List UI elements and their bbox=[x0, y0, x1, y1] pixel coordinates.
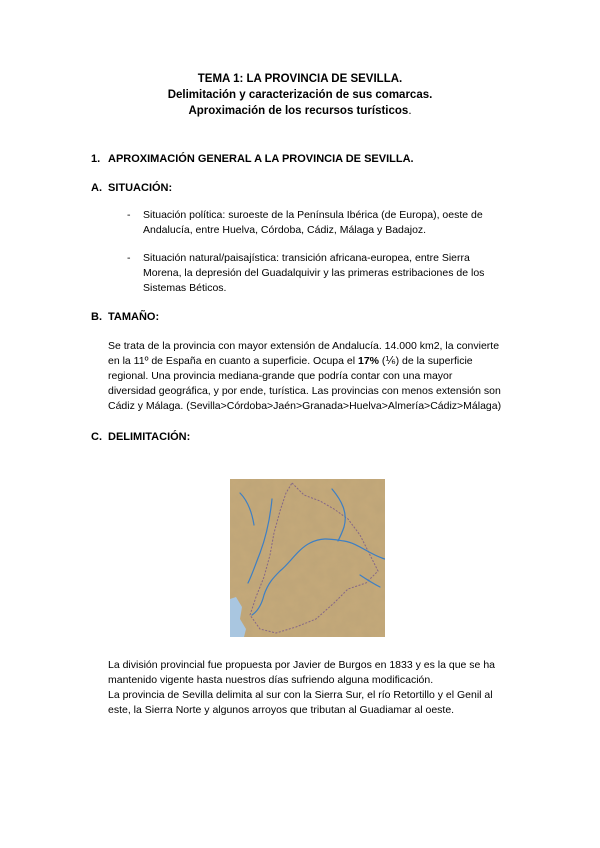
document-page: TEMA 1: LA PROVINCIA DE SEVILLA. Delimitación y caracterización de sus comarcas. Aproximación de los recursos turísticos. 1. APROXIMACIÓN GENERAL A LA PROVINCIA DE SEVILLA. A. SITUACIÓN: - Situación política: suroeste de la Península Ibérica (de Europa), oeste de Andalucía, entre Huelva, Córdoba, Cádiz, Málaga y Badajoz. - Situación natural/paisajística: transición africana-europea, entre Sierra Morena, la depresión del Guadalquivir y las primeras estribaciones de los Sistemas Béticos. B. TAMAÑO: Se trata de la provincia con mayor extensión de Andalucía. 14.000 km2, la convierte en la 11º de España en cuanto a superficie. Ocupa el 17% (⅙) de la superficie regional. Una provincia mediana-grande que podría contar con una mayor diversidad geográfica, y por ende, turística. Las provincias con menos extensión son Cádiz y Málaga. (Sevilla>Córdoba>Jaén>Granada>Huelva>Almería>Cádiz>Málaga) C. DELIMITACIÓN: La división provincial fue propuesta por Javier de Burgos en 1833 y es la que se ha mantenido vigente hasta nuestros días sufriendo alguna modificación. La provincia de Sevilla delimita al sur con la Sierra Sur, el río Retortillo y el Genil al este, la Sierra Norte y algunos arroyos que tributan al Guadiamar al oeste. bbox=[0, 0, 600, 848]
title-line-2: Delimitación y caracterización de sus comarcas. bbox=[167, 89, 433, 101]
delimitacion-paragraph-2: La provincia de Sevilla delimita al sur con la Sierra Sur, el río Retortillo y el Genil al este, la Sierra Norte y algunos arroyos que tributan al Guadiamar al oeste. bbox=[108, 689, 493, 716]
section-a-heading: A. SITUACIÓN: bbox=[91, 182, 173, 194]
section-c-heading: C. DELIMITACIÓN: bbox=[91, 431, 191, 443]
delimitacion-paragraph-1: La división provincial fue propuesta por Javier de Burgos en 1833 y es la que se ha mantenido vigente hasta nuestros días sufriendo alguna modificación. bbox=[108, 659, 495, 686]
section-1-heading: 1. APROXIMACIÓN GENERAL A LA PROVINCIA DE SEVILLA. bbox=[91, 153, 414, 165]
section-b-heading: B. TAMAÑO: bbox=[91, 311, 160, 323]
tamano-paragraph: Se trata de la provincia con mayor extensión de Andalucía. 14.000 km2, la convierte en la 11º de España en cuanto a superficie. Ocupa el 17% (⅙) de la superficie regional. Una provincia mediana-grande que podría contar con una mayor diversidad geográfica, y por ende, turística. Las provincias con menos extensión son Cádiz y Málaga. (Sevilla>Córdoba>Jaén>Granada>Huelva>Almería>Cádiz>Málaga) bbox=[108, 340, 502, 412]
title-line-3: Aproximación de los recursos turísticos. bbox=[188, 105, 412, 117]
title-line-1: TEMA 1: LA PROVINCIA DE SEVILLA. bbox=[197, 73, 403, 85]
province-map-image bbox=[230, 479, 385, 637]
document-title bbox=[0, 71, 600, 119]
